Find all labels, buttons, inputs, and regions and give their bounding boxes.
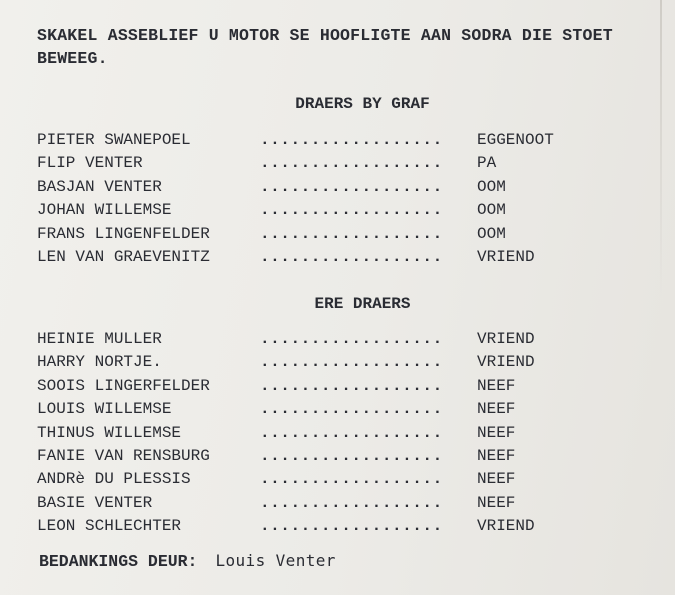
bearer-name: BASIE VENTER	[37, 493, 153, 512]
honorary-bearer-row	[37, 468, 637, 491]
bearer-name: LOUIS WILLEMSE	[37, 400, 172, 419]
bearer-relation: NEEF	[477, 376, 516, 395]
bearer-name: PIETER SWANEPOEL	[37, 131, 191, 149]
bearer-relation: NEEF	[477, 423, 516, 442]
pallbearer-row	[37, 223, 637, 246]
bearer-name: ANDRè DU PLESSIS	[37, 470, 191, 489]
thanks-line	[39, 551, 336, 571]
bearer-relation: VRIEND	[477, 353, 535, 372]
pallbearer-row	[37, 176, 637, 199]
bearer-name: FANIE VAN RENSBURG	[37, 446, 210, 465]
honorary-bearer-row	[37, 515, 637, 538]
leader-dots: ..................	[260, 177, 443, 196]
bearer-name: FRANS LINGENFELDER	[37, 224, 210, 243]
bearer-name: FLIP VENTER	[37, 154, 143, 173]
bearer-relation: OOM	[477, 177, 506, 196]
honorary-bearer-row	[37, 351, 637, 374]
honorary-bearer-row	[37, 492, 637, 515]
pallbearers-list	[37, 129, 637, 269]
honorary-bearers-list	[37, 328, 637, 539]
bearer-name: SOOIS LINGERFELDER	[37, 376, 210, 395]
pallbearer-row	[37, 152, 637, 175]
leader-dots: ..................	[260, 376, 443, 395]
leader-dots: ..................	[260, 201, 443, 220]
bearer-name: HARRY NORTJE.	[37, 353, 162, 372]
leader-dots: ..................	[260, 224, 443, 243]
honorary-bearer-row	[37, 328, 637, 351]
leader-dots: ..................	[260, 353, 443, 372]
honorary-bearer-row	[37, 375, 637, 398]
bearer-relation: OOM	[477, 224, 506, 243]
leader-dots: ..................	[260, 330, 443, 348]
bearer-name: HEINIE MULLER	[37, 330, 162, 348]
pallbearer-row	[37, 199, 637, 222]
bearer-name: THINUS WILLEMSE	[37, 423, 182, 442]
leader-dots: ..................	[260, 247, 443, 266]
leader-dots: ..................	[260, 154, 443, 173]
honorary-bearer-row	[37, 422, 637, 445]
bearer-relation: NEEF	[477, 400, 516, 419]
leader-dots: ..................	[260, 446, 443, 465]
leader-dots: ..................	[260, 493, 443, 512]
thanks-label: BEDANKINGS DEUR:	[39, 552, 198, 571]
bearer-relation: VRIEND	[477, 330, 535, 348]
bearer-name: LEN VAN GRAEVENITZ	[37, 247, 210, 266]
bearer-relation: NEEF	[477, 446, 516, 465]
bearer-relation: NEEF	[477, 470, 516, 489]
bearer-relation: EGGENOOT	[477, 131, 554, 149]
honorary-bearer-row	[37, 398, 637, 421]
pallbearers-heading: DRAERS BY GRAF	[295, 95, 430, 113]
bearer-relation: OOM	[477, 201, 506, 220]
thanks-name: Louis Venter	[215, 551, 336, 570]
bearer-relation: VRIEND	[477, 247, 535, 266]
bearer-relation: PA	[477, 154, 497, 173]
paper-fold	[660, 0, 662, 300]
bearer-relation: NEEF	[477, 493, 516, 512]
leader-dots: ..................	[260, 517, 443, 536]
leader-dots: ..................	[260, 131, 443, 149]
pallbearer-row	[37, 129, 637, 152]
pallbearer-row	[37, 246, 637, 269]
leader-dots: ..................	[260, 423, 443, 442]
leader-dots: ..................	[260, 470, 443, 489]
bearer-name: JOHAN WILLEMSE	[37, 201, 172, 220]
honorary-bearers-heading: ERE DRAERS	[314, 295, 411, 313]
headlights-notice: SKAKEL ASSEBLIEF U MOTOR SE HOOFLIGTE AAN SODRA DIE STOET BEWEEG.	[37, 26, 613, 68]
honorary-bearer-row	[37, 445, 637, 468]
bearer-name: LEON SCHLECHTER	[37, 517, 182, 536]
leader-dots: ..................	[260, 400, 443, 419]
bearer-relation: VRIEND	[477, 517, 535, 536]
bearer-name: BASJAN VENTER	[37, 177, 162, 196]
